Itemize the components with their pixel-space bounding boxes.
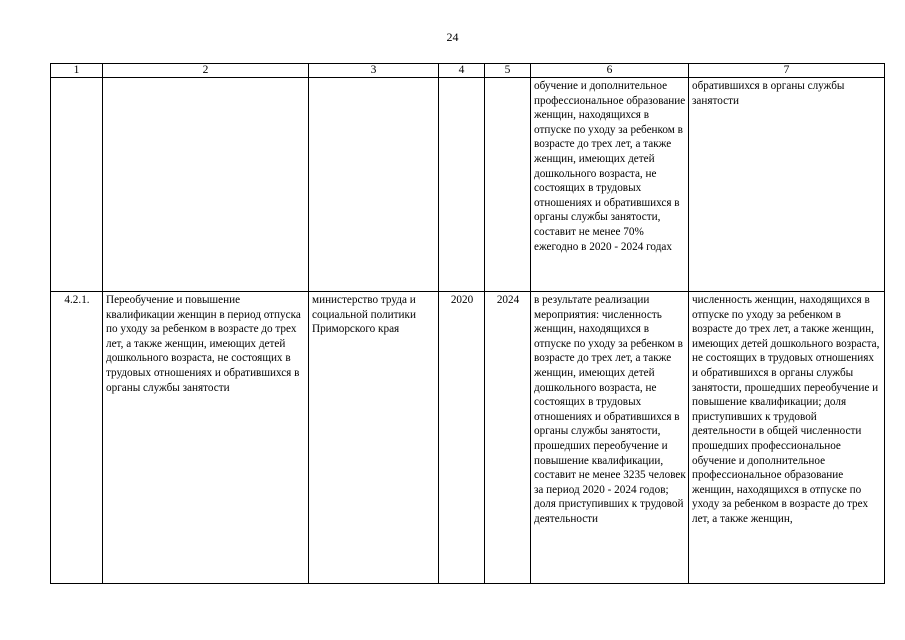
column-header-2: 2 [103,64,309,78]
column-header-1: 1 [51,64,103,78]
column-header-5: 5 [485,64,531,78]
cell-executor [309,78,439,292]
column-header-7: 7 [689,64,885,78]
cell-indicator: обратившихся в органы службы занятости [689,78,885,292]
column-header-3: 3 [309,64,439,78]
measures-table [50,63,885,584]
cell-start-year [439,78,485,292]
page-number: 24 [446,30,459,44]
table-header-row [51,64,885,78]
cell-start-year: 2020 [439,292,485,584]
cell-measure-name: Переобучение и повышение квалификации женщин в период отпуска по уходу за ребенком в возрасте до трех лет, а также женщин, имеющих детей дошкольного возраста, не состоящих в трудовых отношениях и обратившихся в органы службы занятости [103,292,309,584]
cell-expected-result: обучение и дополнительное профессиональное образование женщин, находящихся в отпуске по уходу за ребенком в возрасте до трех лет, а также женщин, имеющих детей дошкольного возраста, не состоящих в трудовых отношениях и обратившихся в органы службы занятости, составит не менее 70% ежегодно в 2020 - 2024 годах [531,78,689,292]
table-row-continuation [51,78,885,292]
cell-number: 4.2.1. [51,292,103,584]
cell-expected-result: в результате реализации мероприятия: численность женщин, находящихся в отпуске по уходу за ребенком в возрасте до трех лет, а также женщин, имеющих детей дошкольного возраста, не состоящих в трудовых отношениях и обратившихся в органы службы занятости, прошедших переобучение и повышение квалификации, составит не менее 3235 человек за период 2020 - 2024 годов; доля приступивших к трудовой деятельности [531,292,689,584]
cell-end-year [485,78,531,292]
cell-executor: министерство труда и социальной политики Приморского края [309,292,439,584]
cell-number [51,78,103,292]
cell-measure-name [103,78,309,292]
column-header-4: 4 [439,64,485,78]
cell-end-year: 2024 [485,292,531,584]
cell-indicator: численность женщин, находящихся в отпуске по уходу за ребенком в возрасте до трех лет, а также женщин, имеющих детей дошкольного возраста, не состоящих в трудовых отношениях и обратившихся в органы службы занятости, прошедших переобучение и повышение квалификации; доля приступивших к трудовой деятельности в общей численности прошедших профессиональное обучение и дополнительное профессиональное образование женщин, находящихся в отпуске по уходу за ребенком в возрасте до трех лет, а также женщин, [689,292,885,584]
table-row-4-2-1 [51,292,885,584]
column-header-6: 6 [531,64,689,78]
